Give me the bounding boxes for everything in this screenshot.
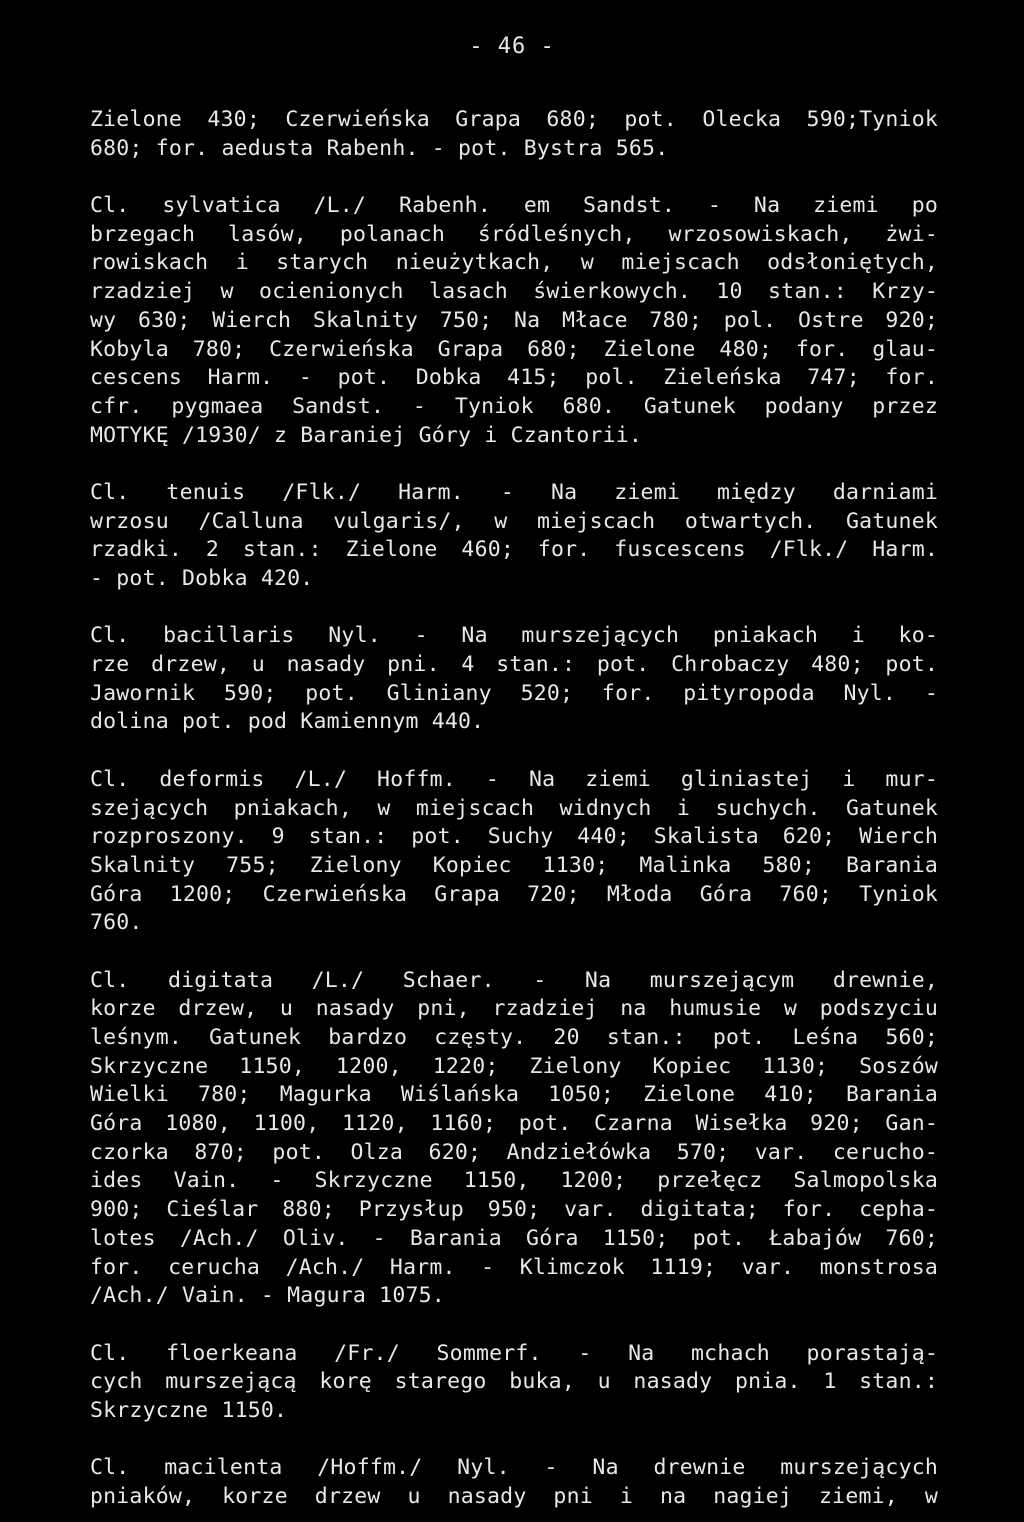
paragraph-gap [90,938,938,967]
paragraph [90,192,938,450]
text-line: Skrzyczne 1150, 1200, 1220; Zielony Kopiec 1130; Soszów [90,1053,938,1079]
paragraph [90,1340,938,1426]
text-line: Jawornik 590; pot. Gliniany 520; for. pityropoda Nyl. - [90,680,938,706]
text-line: cescens Harm. - pot. Dobka 415; pol. Zieleńska 747; for. [90,365,938,391]
paragraph [90,479,938,594]
text-line: cych murszejącą korę starego buka, u nasady pnia. 1 stan.: [90,1369,938,1395]
text-line: Cl. deformis /L./ Hoffm. - Na ziemi gliniastej i mur- [90,766,938,792]
page-number: - 46 - [469,34,555,59]
text-line: korze drzew, u nasady pni, rzadziej na humusie w podszyciu [90,996,938,1022]
text-line: Góra 1080, 1100, 1120, 1160; pot. Czarna Wisełka 920; Gan- [90,1111,938,1137]
text-line: Wielki 780; Magurka Wiślańska 1050; Zielone 410; Barania [90,1082,938,1108]
text-line: szejących pniakach, w miejscach widnych i suchych. Gatunek [90,795,938,821]
text-line: 760. [90,910,143,936]
paragraph-gap [90,1426,938,1455]
text-line: Góra 1200; Czerwieńska Grapa 720; Młoda Góra 760; Tyniok [90,881,938,907]
paragraph-gap [90,450,938,479]
text-line: lotes /Ach./ Oliv. - Barania Góra 1150; pot. Łabajów 760; [90,1225,938,1251]
text-line: Skrzyczne 1150. [90,1397,288,1423]
text-line: Cl. sylvatica /L./ Rabenh. em Sandst. - Na ziemi po [90,193,938,219]
text-line: Cl. bacillaris Nyl. - Na murszejących pniakach i ko- [90,623,938,649]
text-line: Cl. digitata /L./ Schaer. - Na murszejącym drewnie, [90,967,938,993]
text-line: for. cerucha /Ach./ Harm. - Klimczok 1119; var. monstrosa [90,1254,938,1280]
paragraph [90,1454,938,1511]
paragraph-gap [90,737,938,766]
text-line: rozproszony. 9 stan.: pot. Suchy 440; Skalista 620; Wierch [90,824,938,850]
text-line: wy 630; Wierch Skalnity 750; Na Młace 780; pol. Ostre 920; [90,307,938,333]
text-line: - pot. Dobka 420. [90,566,314,591]
text-line: MOTYKĘ /1930/ z Baraniej Góry i Czantorii. [90,422,643,448]
text-line: Cl. floerkeana /Fr./ Sommerf. - Na mchach porastają- [90,1340,938,1366]
text-line: cfr. pygmaea Sandst. - Tyniok 680. Gatunek podany przez [90,393,938,419]
paragraph [90,766,938,938]
text-line: 680; for. aedusta Rabenh. - pot. Bystra 565. [90,135,669,161]
body-text [90,106,938,1512]
text-line: Cl. tenuis /Flk./ Harm. - Na ziemi między darniami [90,479,938,505]
text-line: leśnym. Gatunek bardzo częsty. 20 stan.: pot. Leśna 560; [90,1025,938,1050]
paragraph [90,967,938,1311]
text-line: /Ach./ Vain. - Magura 1075. [90,1283,445,1309]
text-line: Kobyla 780; Czerwieńska Grapa 680; Zielone 480; for. glau- [90,336,938,362]
text-line: rzadki. 2 stan.: Zielone 460; for. fuscescens /Flk./ Harm. [90,537,938,563]
paragraph [90,106,938,163]
text-line: rowiskach i starych nieużytkach, w miejscach odsłoniętych, [90,250,938,276]
paragraph [90,622,938,737]
text-line: Zielone 430; Czerwieńska Grapa 680; pot. Olecka 590;Tyniok [90,107,938,132]
paragraph-gap [90,594,938,623]
text-line: 900; Cieślar 880; Przysłup 950; var. digitata; for. cepha- [90,1197,938,1223]
text-line: rzadziej w ocienionych lasach świerkowych. 10 stan.: Krzy- [90,279,938,305]
text-line: wrzosu /Calluna vulgaris/, w miejscach otwartych. Gatunek [90,508,938,534]
text-line: pniaków, korze drzew u nasady pni i na nagiej ziemi, w [90,1484,938,1509]
text-line: brzegach lasów, polanach śródleśnych, wrzosowiskach, żwi- [90,221,938,247]
paragraph-gap [90,163,938,192]
text-line: czorka 870; pot. Olza 620; Andziełówka 570; var. ceruchо- [90,1139,938,1165]
text-line: Cl. macilenta /Hoffm./ Nyl. - Na drewnie murszejących [90,1455,938,1481]
text-line: rze drzew, u nasady pni. 4 stan.: pot. Chrobaczy 480; pot. [90,652,938,678]
paragraph-gap [90,1311,938,1340]
text-line: ides Vain. - Skrzyczne 1150, 1200; przełęcz Salmopolska [90,1168,938,1194]
text-line: Skalnity 755; Zielony Kopiec 1130; Malinka 580; Barania [90,852,938,878]
text-line: dolina pot. pod Kamiennym 440. [90,709,485,735]
